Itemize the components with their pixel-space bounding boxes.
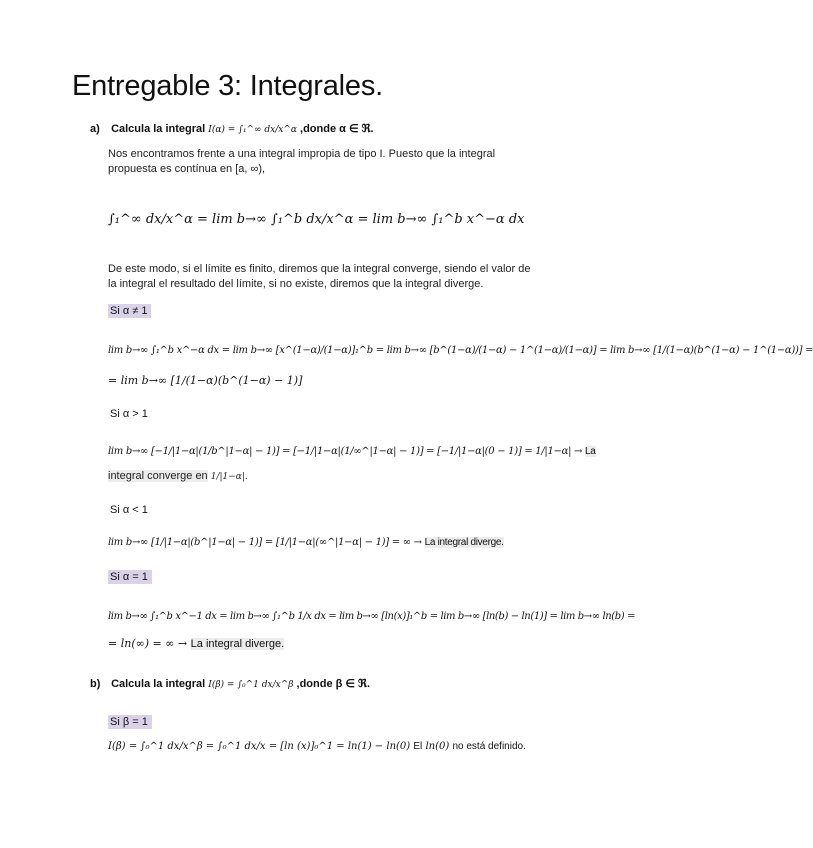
part-b-heading xyxy=(90,677,370,690)
case-beta-eq-1-note-b: ln(0) xyxy=(425,741,450,752)
case-alpha-lt-1-label: Si α < 1 xyxy=(110,504,148,516)
case-beta-eq-1-note-a: El xyxy=(413,741,423,752)
case-alpha-eq-1-line1: lim b→∞ ∫₁^b x^−1 dx = lim b→∞ ∫₁^b 1/x dx = lim b→∞ [ln(x)]₁^b = lim b→∞ [ln(b) − ln(1)] = lim b→∞ ln(b) = xyxy=(108,611,636,622)
case-alpha-gt-1-text: integral converge en xyxy=(108,470,208,482)
part-b-heading-text: Calcula la integral xyxy=(111,678,206,690)
page-title: Entregable 3: Integrales. xyxy=(72,70,383,102)
case-beta-eq-1-label: Si β = 1 xyxy=(108,715,152,729)
part-a-intro: Nos encontramos frente a una integral impropia de tipo I. Puesto que la integral propuesta es contínua en [a, ∞), xyxy=(108,148,496,175)
part-a-heading-formula: I(α) = ∫₁^∞ dx/x^α xyxy=(208,125,297,135)
case-alpha-eq-1-formula: = ln(∞) = ∞ → xyxy=(108,637,188,650)
case-alpha-eq-1-line2 xyxy=(108,637,284,650)
part-a-heading-suffix: ,donde α ∈ ℜ. xyxy=(300,123,374,135)
case-alpha-neq-1-label: Si α ≠ 1 xyxy=(108,304,151,318)
case-alpha-lt-1-line xyxy=(108,537,504,548)
case-alpha-lt-1-formula: lim b→∞ [1/|1−α|(b^|1−α| − 1)] = [1/|1−α|(∞^|1−α| − 1)] = ∞ → xyxy=(108,537,422,548)
case-alpha-neq-1-line1: lim b→∞ ∫₁^b x^−α dx = lim b→∞ [x^(1−α)/(1−α)]₁^b = lim b→∞ [b^(1−α)/(1−α) − 1^(1−α)/(1−α)] = lim b→∞ [1/(1−α)(b^(1−α) − 1^(1−α))] = xyxy=(108,345,813,356)
case-alpha-eq-1-label: Si α = 1 xyxy=(108,570,152,584)
part-b-heading-formula: I(β) = ∫₀^1 dx/x^β xyxy=(208,680,294,690)
part-a-explanation: De este modo, si el límite es finito, diremos que la integral converge, siendo el valor de la integral el resultado del límite, si no existe, diremos que la integral diverge. xyxy=(108,263,531,290)
part-a-label: a) xyxy=(90,123,100,135)
main-formula: ∫₁^∞ dx/x^α = lim b→∞ ∫₁^b dx/x^α = lim b→∞ ∫₁^b x^−α dx xyxy=(108,212,525,227)
part-b-heading-suffix: ,donde β ∈ ℜ. xyxy=(296,678,371,690)
case-alpha-neq-1-line2: = lim b→∞ [1/(1−α)(b^(1−α) − 1)] xyxy=(108,374,303,387)
case-alpha-eq-1-result: La integral diverge. xyxy=(190,638,285,650)
case-alpha-gt-1-formula: lim b→∞ [−1/|1−α|(1/b^|1−α| − 1)] = [−1/|1−α|(1/∞^|1−α| − 1)] = [−1/|1−α|(0 − 1)] = 1/|1−α| → xyxy=(108,446,583,457)
case-alpha-gt-1-line1 xyxy=(108,446,596,457)
case-alpha-lt-1-result: La integral diverge. xyxy=(424,537,504,548)
case-beta-eq-1-line xyxy=(108,741,526,752)
part-a-heading xyxy=(90,122,374,135)
case-beta-eq-1-note-c: no está definido. xyxy=(452,741,526,752)
part-a-heading-text: Calcula la integral xyxy=(111,123,206,135)
case-alpha-gt-1-line2 xyxy=(108,469,528,485)
case-alpha-gt-1-tail: La xyxy=(585,446,596,457)
case-alpha-gt-1-label: Si α > 1 xyxy=(110,408,148,420)
part-b-label: b) xyxy=(90,678,101,690)
case-alpha-gt-1-value: 1/|1−α|. xyxy=(210,472,248,482)
case-beta-eq-1-formula: I(β) = ∫₀^1 dx/x^β = ∫₀^1 dx/x = [ln (x)]₀^1 = ln(1) − ln(0) xyxy=(108,741,411,752)
